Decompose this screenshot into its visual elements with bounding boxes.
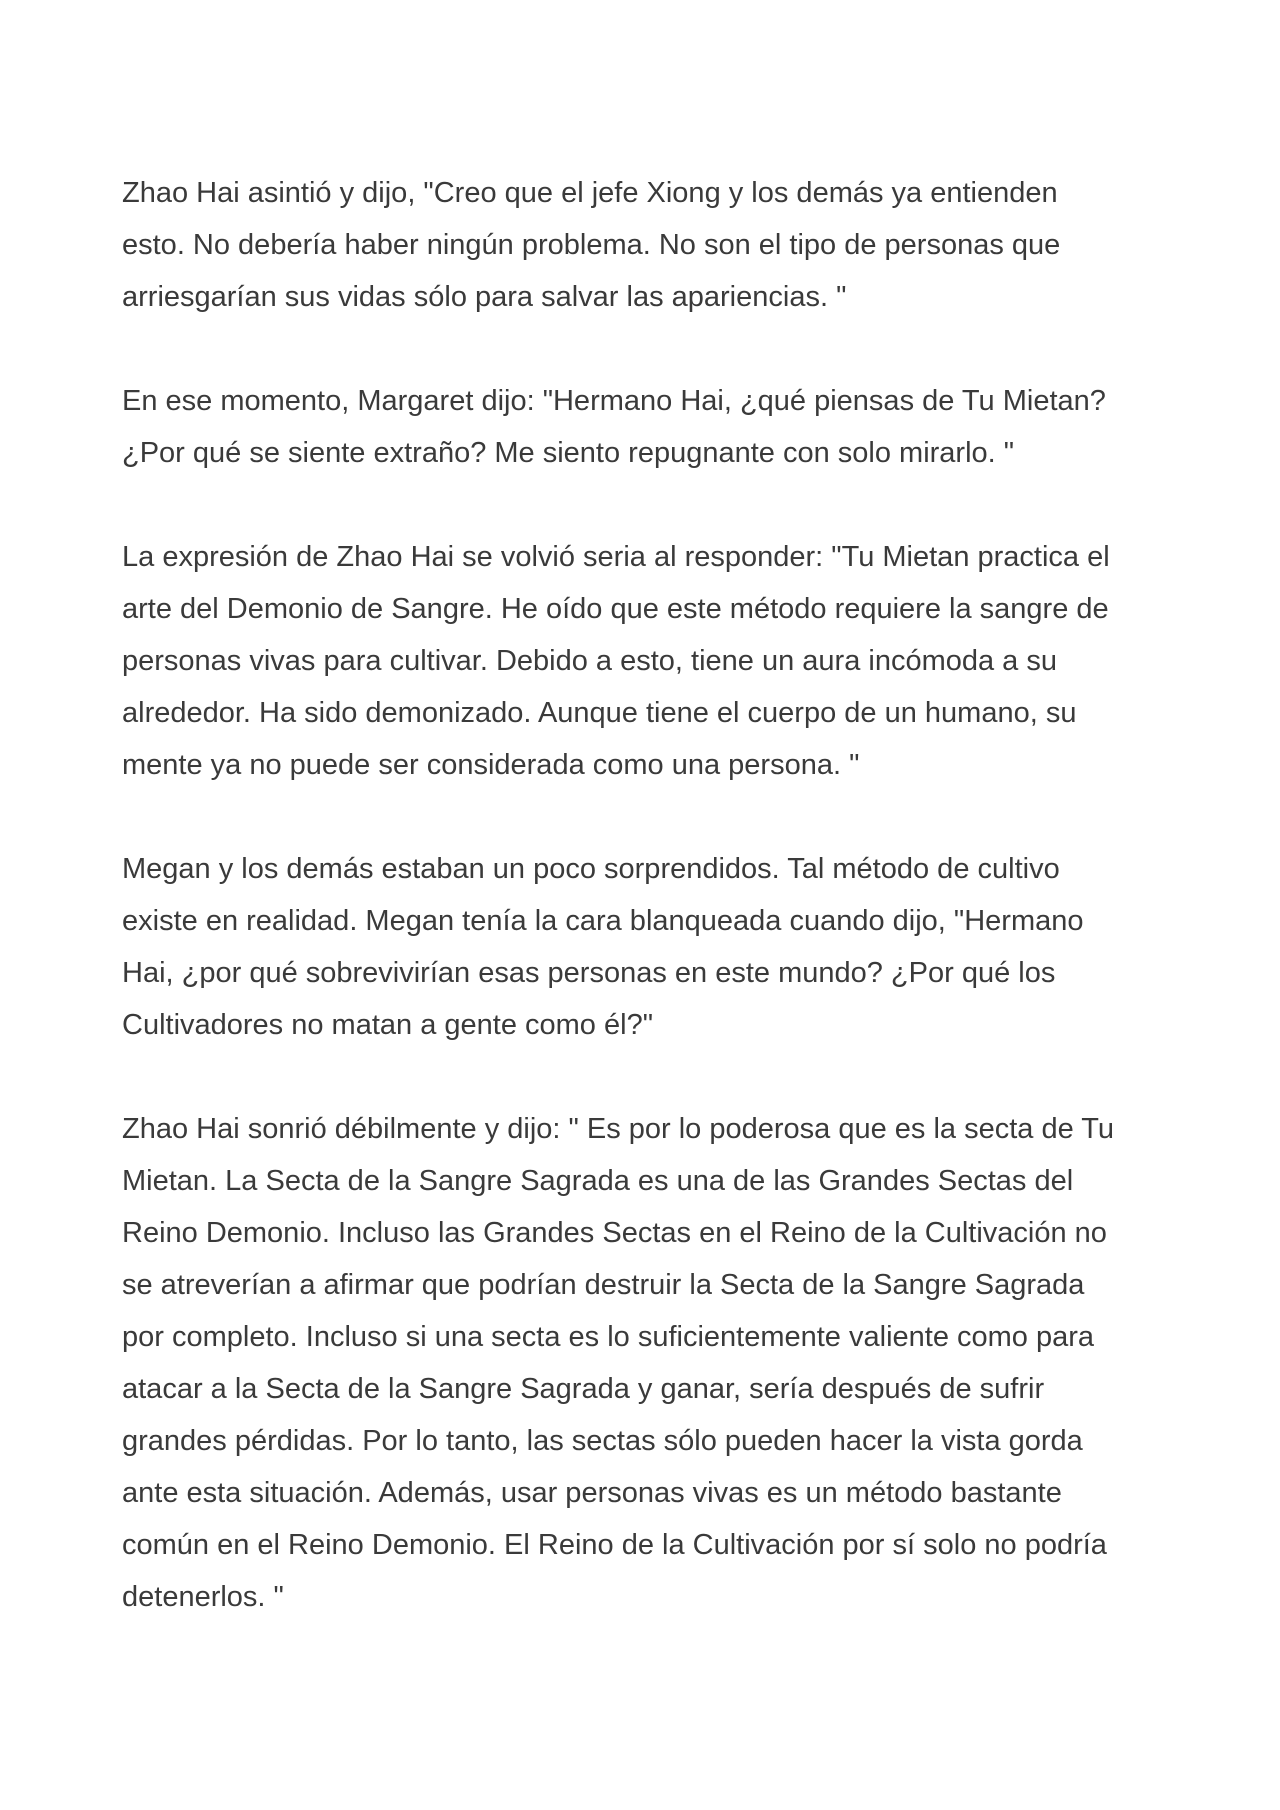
document-body (122, 167, 1172, 1675)
paragraph-5: Zhao Hai sonrió débilmente y dijo: " Es por lo poderosa que es la secta de Tu Mietan. La Secta de la Sangre Sagrada es una de las Grandes Sectas del Reino Demonio. Incluso las Grandes Sectas en el Reino de la Cultivación no se atreverían a afirmar que podrían destruir la Secta de la Sangre Sagrada por completo. Incluso si una secta es lo suficientemente valiente como para atacar a la Secta de la Sangre Sagrada y ganar, sería después de sufrir grandes pérdidas. Por lo tanto, las sectas sólo pueden hacer la vista gorda ante esta situación. Además, usar personas vivas es un método bastante común en el Reino Demonio. El Reino de la Cultivación por sí solo no podría detenerlos. " (122, 1113, 1115, 1613)
paragraph-2: En ese momento, Margaret dijo: "Hermano Hai, ¿qué piensas de Tu Mietan? ¿Por qué se siente extraño? Me siento repugnante con solo mirarlo. " (122, 385, 1106, 469)
paragraph-1: Zhao Hai asintió y dijo, "Creo que el jefe Xiong y los demás ya entienden esto. No debería haber ningún problema. No son el tipo de personas que arriesgarían sus vidas sólo para salvar las apariencias. " (122, 177, 1061, 313)
paragraph-3: La expresión de Zhao Hai se volvió seria al responder: "Tu Mietan practica el arte del Demonio de Sangre. He oído que este método requiere la sangre de personas vivas para cultivar. Debido a esto, tiene un aura incómoda a su alrededor. Ha sido demonizado. Aunque tiene el cuerpo de un humano, su mente ya no puede ser considerada como una persona. " (122, 541, 1110, 781)
paragraph-4: Megan y los demás estaban un poco sorprendidos. Tal método de cultivo existe en realidad. Megan tenía la cara blanqueada cuando dijo, "Hermano Hai, ¿por qué sobrevivirían esas personas en este mundo? ¿Por qué los Cultivadores no matan a gente como él?" (122, 853, 1084, 1041)
